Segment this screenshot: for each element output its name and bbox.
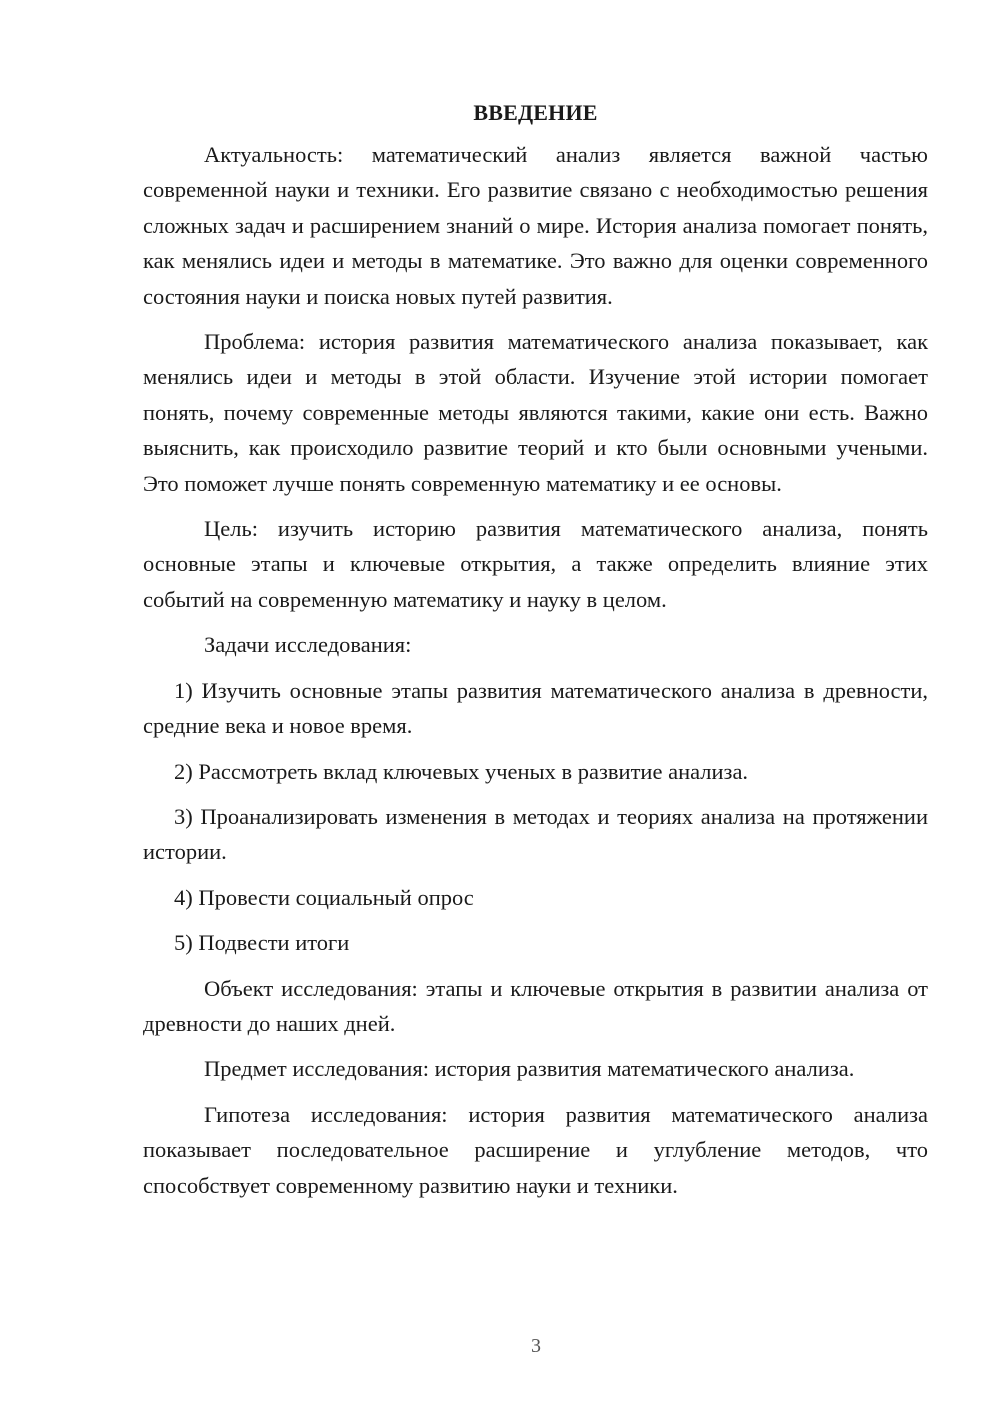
section-title: ВВЕДЕНИЕ <box>473 100 598 125</box>
task-item-4: 4) Провести социальный опрос <box>174 884 474 910</box>
problem-paragraph: Проблема: история развития математического анализа показывает, как менялись идеи и методы в этой области. Изучение этой истории помогает понять, почему современные методы являются такими, какие они есть. Важно выяснить, как происходило развитие теорий и кто были основными учеными. Это поможет лучше понять современную математику и ее основы. <box>143 329 928 496</box>
relevance-paragraph: Актуальность: математический анализ является важной частью современной науки и техники. Его развитие связано с необходимостью решения сложных задач и расширением знаний о мире. История анализа помогает понять, как менялись идеи и методы в математике. Это важно для оценки современного состояния науки и поиска новых путей развития. <box>143 142 928 309</box>
page-number: 3 <box>531 1335 541 1357</box>
task-item-3: 3) Проанализировать изменения в методах и теориях анализа на протяжении истории. <box>143 803 928 865</box>
task-item-2: 2) Рассмотреть вклад ключевых ученых в развитие анализа. <box>174 758 749 784</box>
tasks-heading: Задачи исследования: <box>204 632 412 658</box>
task-item-5: 5) Подвести итоги <box>174 930 350 956</box>
subject-paragraph: Предмет исследования: история развития математического анализа. <box>204 1056 855 1082</box>
task-item-1: 1) Изучить основные этапы развития математического анализа в древности, средние века и новое время. <box>143 677 928 739</box>
object-paragraph: Объект исследования: этапы и ключевые открытия в развитии анализа от древности до наших дней. <box>143 975 928 1036</box>
page-content <box>143 95 928 1213</box>
goal-paragraph: Цель: изучить историю развития математического анализа, понять основные этапы и ключевые открытия, а также определить влияние этих событий на современную математику и науку в целом. <box>143 516 928 612</box>
hypothesis-paragraph: Гипотеза исследования: история развития математического анализа показывает последовательное расширение и углубление методов, что способствует современному развитию науки и техники. <box>143 1101 928 1198</box>
